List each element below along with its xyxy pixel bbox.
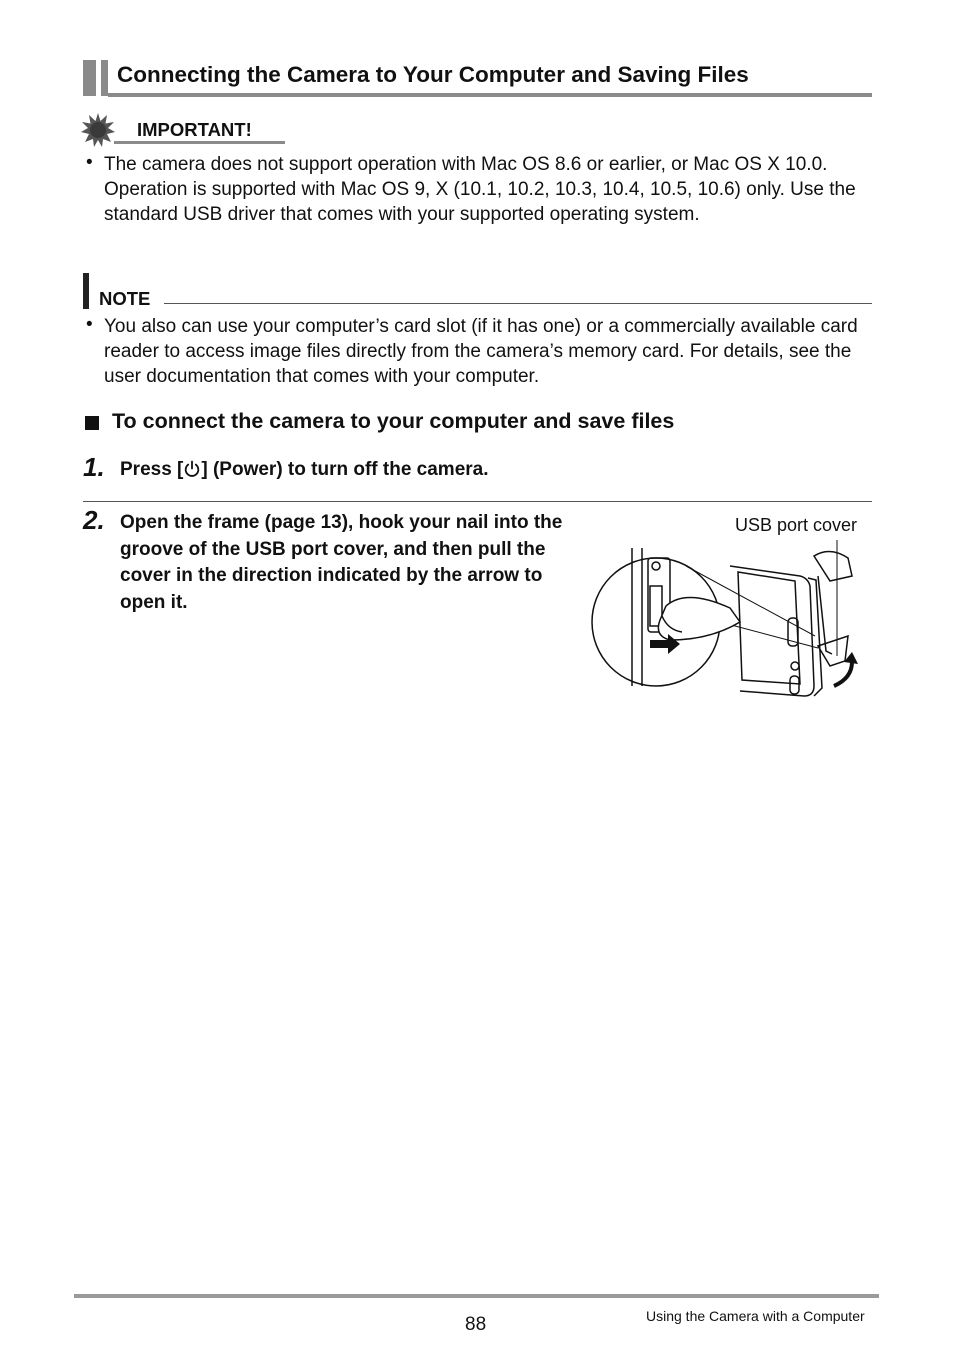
note-text: You also can use your computer’s card slot (if it has one) or a commercially available card reader to access image files directly from the camera’s memory card. For details, see the user documentation that comes with your computer. [104,316,858,387]
step-number: 1. [83,452,105,482]
section-title: Connecting the Camera to Your Computer and Saving Files [117,62,749,87]
important-rule [114,141,285,144]
chapter-title: Using the Camera with a Computer [646,1308,865,1324]
note-rule [164,303,872,304]
square-bullet-icon [85,416,99,430]
footer-rule [74,1294,879,1298]
bullet: • [86,314,93,335]
procedure-title: To connect the camera to your computer and save files [112,409,675,433]
step-1-text-after: ] (Power) to turn off the camera. [201,459,489,480]
usb-port-cover-caption: USB port cover [735,515,858,535]
header-accent-bar [83,60,96,96]
important-label: IMPORTANT! [137,119,252,140]
page-number: 88 [465,1314,487,1335]
important-starburst-icon [80,112,116,148]
step-2-text: Open the frame (page 13), hook your nail into the groove of the USB port cover, and then pull the cover in the direction indicated by the arrow to open it. [120,512,563,613]
important-text: The camera does not support operation with Mac OS 8.6 or earlier, or Mac OS X 10.0. Operation is supported with Mac OS 9, X (10.1, 10.2, 10.3, 10.4, 10.5, 10.6) only. Use the standard USB driver that comes with your supported operating system. [104,154,856,225]
step-1-text [120,457,489,484]
step-divider [83,501,872,502]
note-label: NOTE [99,288,151,309]
header-accent-bar [101,60,108,96]
camera-usb-port-illustration [590,536,875,706]
bullet: • [86,152,93,173]
header-rule [108,93,872,97]
step-number: 2. [83,505,105,535]
power-icon [183,460,201,478]
step-1-text-before: Press [ [120,459,184,480]
note-accent-bar [83,273,89,309]
